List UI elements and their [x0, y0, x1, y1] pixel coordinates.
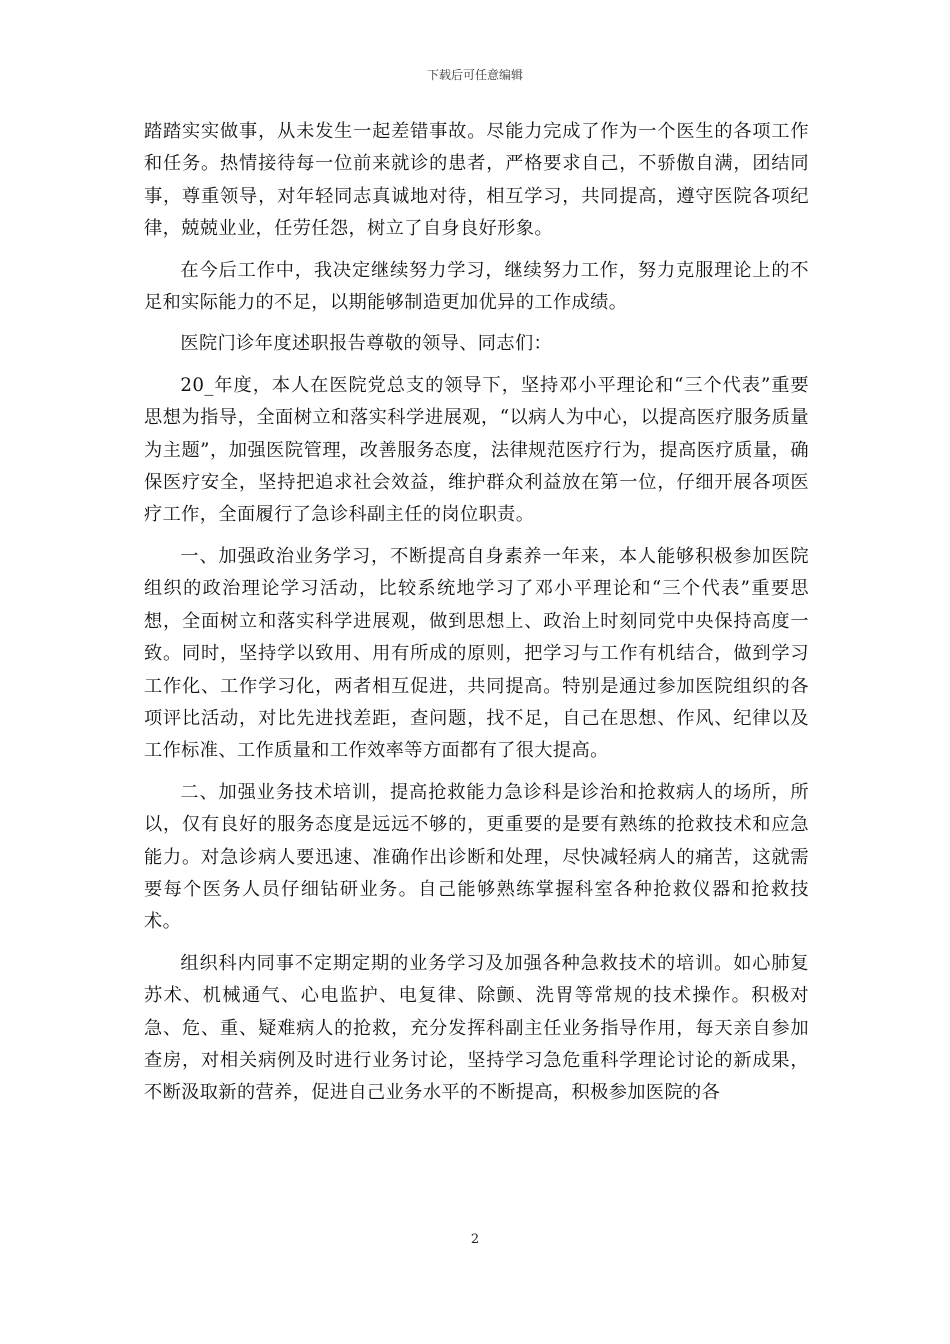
page-header: 下载后可任意编辑	[426, 68, 523, 82]
document-body	[144, 116, 809, 1119]
paragraph-staff-training: 组织科内同事不定期定期的业务学习及加强各种急救技术的培训。如心肺复苏术、机械通气、心电监护、电复律、除颤、洗胃等常规的技术操作。积极对急、危、重、疑难病人的抢救，充分发挥科副主任业务指导作用，每天亲自参加查房，对相关病例及时进行业务讨论，坚持学习急危重科学理论讨论的新成果，不断汲取新的营养，促进自己业务水平的不断提高，积极参加医院的各	[144, 952, 809, 1104]
paragraph-future-work: 在今后工作中，我决定继续努力学习，继续努力工作，努力克服理论上的不足和实际能力的不足，以期能够制造更加优异的工作成绩。	[144, 259, 809, 314]
paragraph-report-salutation: 医院门诊年度述职报告尊敬的领导、同志们：	[180, 333, 553, 355]
page-number: 2	[470, 1232, 480, 1247]
paragraph-annual-summary: 20_年度，本人在医院党总支的领导下，坚持邓小平理论和“三个代表”重要思想为指导，全面树立和落实科学进展观，“以病人为中心，以提高医疗服务质量为主题”，加强医院管理，改善服务态度，法律规范医疗行为，提高医疗质量，确保医疗安全，坚持把追求社会效益，维护群众利益放在第一位，仔细开展各项医疗工作，全面履行了急诊科副主任的岗位职责。	[144, 374, 809, 526]
paragraph-technical-training: 二、加强业务技术培训，提高抢救能力急诊科是诊治和抢救病人的场所，所以，仅有良好的服务态度是远远不够的，更重要的是要有熟练的抢救技术和应急能力。对急诊病人要迅速、准确作出诊断和处理，尽快减轻病人的痛苦，这就需要每个医务人员仔细钻研业务。自己能够熟练掌握科室各种抢救仪器和抢救技术。	[144, 781, 809, 933]
paragraph-political-study: 一、加强政治业务学习，不断提高自身素养一年来，本人能够积极参加医院组织的政治理论学习活动，比较系统地学习了邓小平理论和“三个代表”重要思想，全面树立和落实科学进展观，做到思想上、政治上时刻同党中央保持高度一致。同时，坚持学以致用、用有所成的原则，把学习与工作有机结合，做到学习工作化、工作学习化，两者相互促进，共同提高。特别是通过参加医院组织的各项评比活动，对比先进找差距，查问题，找不足，自己在思想、作风、纪律以及工作标准、工作质量和工作效率等方面都有了很大提高。	[144, 545, 809, 762]
paragraph-continuation: 踏踏实实做事，从未发生一起差错事故。尽能力完成了作为一个医生的各项工作和任务。热情接待每一位前来就诊的患者，严格要求自己，不骄傲自满，团结同事，尊重领导，对年轻同志真诚地对待，相互学习，共同提高，遵守医院各项纪律，兢兢业业，任劳任怨，树立了自身良好形象。	[144, 121, 809, 240]
